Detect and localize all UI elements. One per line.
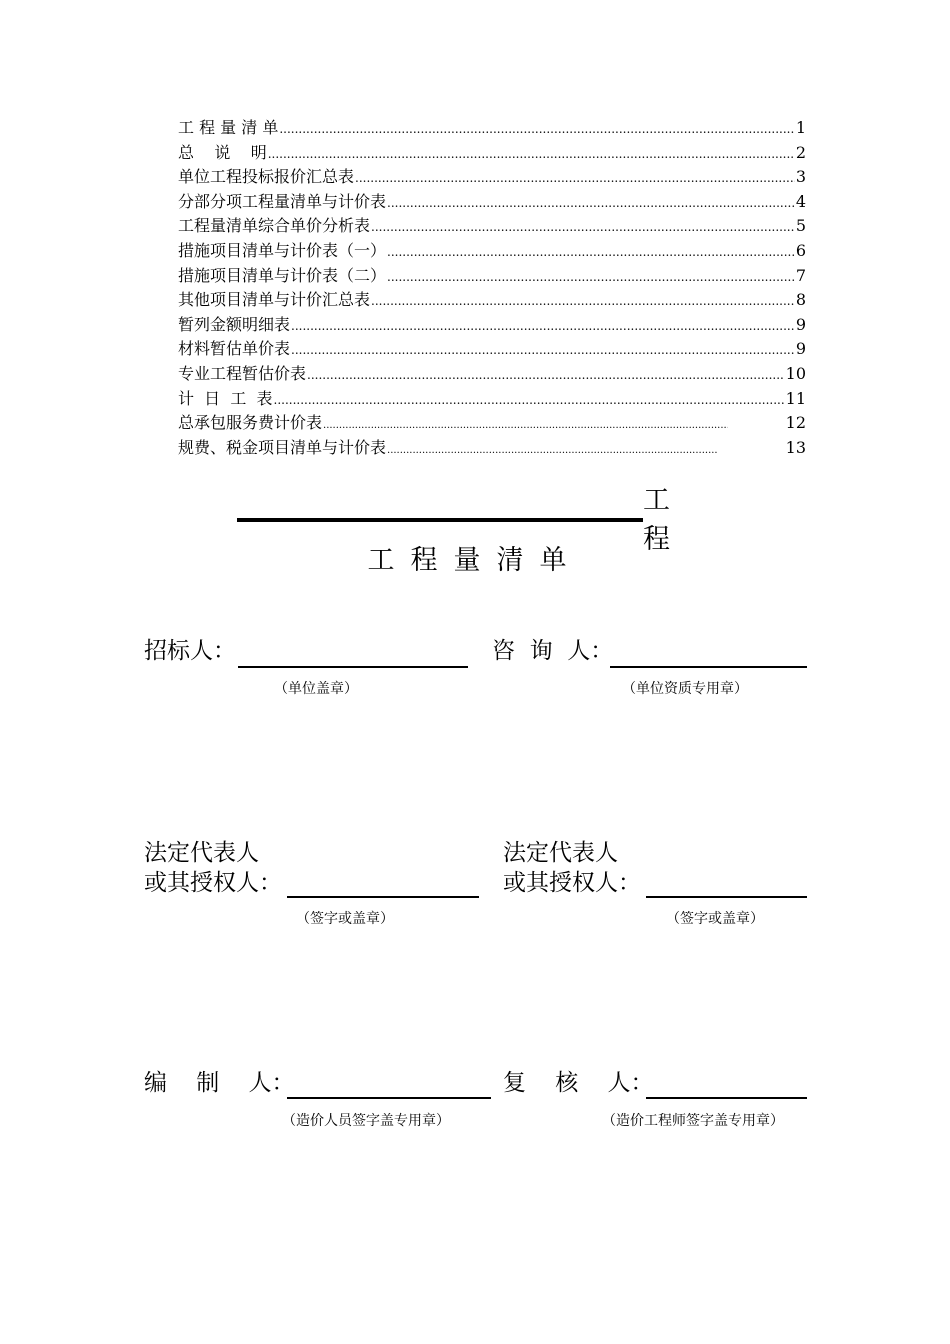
toc-entry-page: 9: [795, 339, 806, 359]
compiler-label: 编 制 人：: [144, 1070, 295, 1096]
toc-entry[interactable]: [178, 239, 806, 264]
toc-entry-title: 规费、税金项目清单与计价表: [178, 437, 387, 457]
legal-rep-signature-line[interactable]: [287, 896, 479, 898]
toc-entry[interactable]: [178, 313, 806, 338]
toc-entry[interactable]: [178, 141, 806, 166]
toc-entry-page: 1: [795, 118, 806, 137]
legal-rep2-note: （签字或盖章）: [666, 911, 764, 927]
toc-entry[interactable]: [178, 411, 806, 436]
toc-entry-page: 6: [795, 240, 806, 260]
toc-leader-dots: [268, 142, 795, 167]
legal-rep2-label-line2: 或其授权人：: [503, 870, 641, 896]
toc-entry-page: 3: [795, 167, 806, 187]
toc-entry[interactable]: [178, 264, 806, 289]
toc-entry-page: 13: [785, 437, 806, 457]
toc-leader-dots: [307, 363, 785, 388]
toc-entry-title: 专业工程暂估价表: [178, 363, 307, 383]
toc-entry-title: 措施项目清单与计价表（一）: [178, 240, 387, 260]
reviewer-note: （造价工程师签字盖专用章）: [602, 1113, 784, 1129]
toc-entry-title: 工 程 量 清 单: [178, 118, 279, 137]
consultant-label: 咨 询 人：: [492, 638, 614, 664]
toc-entry-page: 8: [795, 290, 806, 310]
toc-leader-dots: [355, 166, 795, 191]
toc-entry-title: 分部分项工程量清单与计价表: [178, 191, 387, 211]
toc-leader-dots: [387, 265, 795, 290]
toc-entry-title: 材料暂估单价表: [178, 339, 291, 359]
toc-entry[interactable]: [178, 190, 806, 215]
reviewer-label: 复 核 人：: [503, 1070, 654, 1096]
legal-rep2-label-line1: 法定代表人: [503, 840, 618, 866]
document-title: 工程量清单: [367, 545, 583, 576]
toc-entry[interactable]: [178, 387, 806, 412]
toc-entry-title: 总承包服务费计价表: [178, 413, 323, 433]
toc-entry[interactable]: [178, 337, 806, 362]
toc-entry-title: 总 说 明: [178, 142, 267, 162]
toc-entry[interactable]: [178, 165, 806, 190]
toc-entry-title: 单位工程投标报价汇总表: [178, 167, 355, 187]
project-name-block: [237, 476, 717, 555]
toc-leader-dots: [279, 117, 794, 142]
toc-entry[interactable]: [178, 116, 806, 141]
legal-rep-label-line2: 或其授权人：: [144, 870, 282, 896]
toc-leader-dots: [387, 191, 795, 216]
toc-entry-page: 12: [785, 413, 806, 433]
toc-entry[interactable]: [178, 214, 806, 239]
toc-entry-page: 10: [785, 363, 806, 383]
toc-entry-page: 4: [795, 191, 806, 211]
tenderer-label: 招标人：: [144, 638, 236, 664]
toc-entry-title: 工程量清单综合单价分析表: [178, 216, 371, 236]
toc-entry-title: 计 日 工 表: [178, 388, 273, 408]
toc-entry-title: 其他项目清单与计价汇总表: [178, 290, 371, 310]
toc-entry-title: 暂列金额明细表: [178, 314, 291, 334]
consultant-signature-line[interactable]: [610, 666, 807, 668]
toc-entry[interactable]: [178, 362, 806, 387]
toc-entry-title: 措施项目清单与计价表（二）: [178, 265, 387, 285]
tenderer-note: （单位盖章）: [274, 681, 358, 697]
toc-entry[interactable]: [178, 288, 806, 313]
table-of-contents: [178, 116, 806, 460]
toc-entry-page: 9: [795, 314, 806, 334]
toc-entry-page: 7: [795, 265, 806, 285]
toc-leader-dots: [387, 240, 795, 265]
consultant-note: （单位资质专用章）: [622, 681, 748, 697]
toc-leader-dots: [274, 388, 785, 413]
toc-leader-dots: [371, 289, 795, 314]
toc-entry-page: 11: [785, 388, 806, 408]
toc-leader-dots: [291, 314, 795, 339]
project-suffix: 工 程: [643, 485, 684, 555]
toc-entry-page: 2: [795, 142, 806, 162]
legal-rep-label-line1: 法定代表人: [144, 840, 259, 866]
compiler-note: （造价人员签字盖专用章）: [282, 1113, 450, 1129]
legal-rep-note: （签字或盖章）: [296, 911, 394, 927]
toc-entry-page: 5: [795, 216, 806, 236]
toc-entry[interactable]: [178, 436, 806, 461]
toc-leader-dots: [387, 439, 717, 464]
reviewer-signature-line[interactable]: [646, 1097, 807, 1099]
toc-leader-dots: [371, 215, 795, 240]
tenderer-signature-line[interactable]: [238, 666, 468, 668]
legal-rep2-signature-line[interactable]: [646, 896, 807, 898]
project-name-underline: [237, 518, 643, 522]
toc-leader-dots: [291, 338, 795, 363]
compiler-signature-line[interactable]: [287, 1097, 491, 1099]
